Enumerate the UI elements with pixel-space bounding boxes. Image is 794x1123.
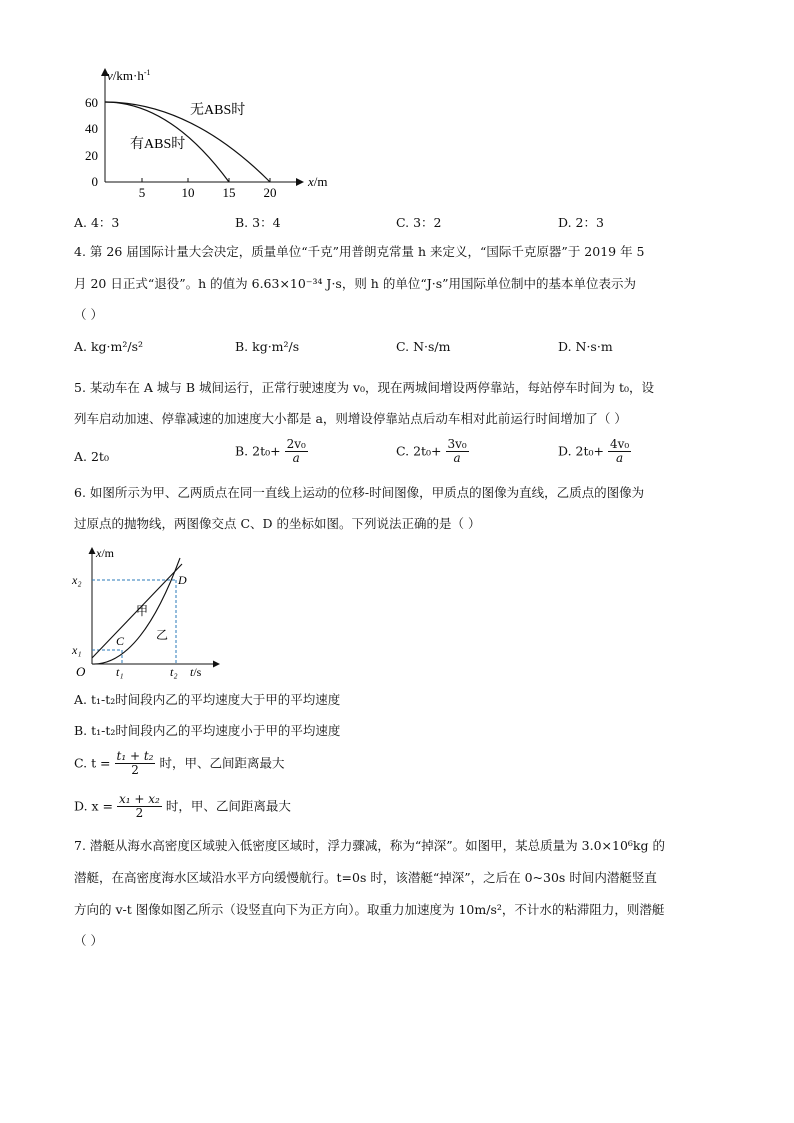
q5-c-denominator: a (453, 451, 461, 466)
point-c-label: C (116, 634, 125, 648)
point-d-label: D (178, 573, 187, 587)
q5-b-numerator: 2v₀ (286, 437, 306, 451)
q6-text-line2: 过原点的抛物线，两图像交点 C、D 的坐标如图。下列说法正确的是（ ） (74, 516, 481, 531)
velocity-distance-graph (70, 62, 350, 202)
svg-text:x/m: x/m (96, 546, 114, 560)
xt-origin: O (76, 664, 86, 679)
q7-text-line4: （ ） (74, 933, 103, 948)
x-tick-10: 10 (181, 185, 195, 200)
xt-x2-label: x₂ (72, 573, 82, 587)
label-abs: 有ABS时 (130, 137, 186, 152)
q5-text-line1: 5. 某动车在 A 城与 B 城间运行，正常行驶速度为 v₀，现在两城间增设两停靠站，每站停车时间为 t₀，设 (74, 380, 655, 395)
q6-option-c: C. t = $\frac{\text{t₁ + t₂}}{2}$ 时，甲、乙间距离最大 (74, 749, 285, 778)
q3-option-a: A. 4：3 (74, 215, 120, 230)
y-tick-0: 0 (91, 174, 98, 189)
q5-d-denominator: a (616, 451, 624, 466)
q3-option-d: D. 2：3 (558, 215, 604, 230)
xt-xlabel: t/s (190, 665, 202, 679)
q5-text-line2: 列车启动加速、停靠减速的加速度大小都是 a，则增设停靠站点后动车相对此前运行时间增加了（ ） (74, 411, 627, 426)
q7-text-line3: 方向的 v-t 图像如图乙所示（设竖直向下为正方向）。取重力加速度为 10m/s²，不计水的粘滞阻力，则潜艇 (74, 902, 665, 917)
q6-d-denominator: 2 (135, 806, 144, 821)
q4-text-line1: 4. 第 26 届国际计量大会决定，质量单位“千克”用普朗克常量 h 来定义，“国际千克原器”于 2019 年 5 (74, 244, 645, 259)
q6-text-line1: 6. 如图所示为甲、乙两质点在同一直线上运动的位移-时间图像，甲质点的图像为直线，乙质点的图像为 (74, 485, 645, 500)
x-tick-20: 20 (263, 185, 277, 200)
q4-option-c: C. N·s/m (396, 339, 451, 354)
q3-option-c: C. 3：2 (396, 215, 442, 230)
y-tick-40: 40 (85, 121, 98, 136)
q5-option-d: D. 2t₀+ $\frac{\text{4v₀}}{a}$ (558, 437, 630, 466)
q6-option-d: D. x = $\frac{\text{x₁ + x₂}}{2}$ 时，甲、乙间距离最大 (74, 792, 291, 821)
q6-c-numerator: t₁ + t₂ (116, 749, 154, 763)
q3-option-b: B. 3：4 (235, 215, 281, 230)
x-tick-15: 15 (222, 185, 236, 200)
q6-option-a: A. t₁-t₂时间段内乙的平均速度大于甲的平均速度 (74, 692, 341, 707)
y-tick-60: 60 (85, 95, 98, 110)
jia-label: 甲 (136, 604, 149, 618)
xt-x1-label: x₁ (72, 643, 82, 657)
q4-option-d: D. N·s·m (558, 339, 613, 354)
q5-c-numerator: 3v₀ (447, 437, 467, 451)
q5-option-c: C. 2t₀+ $\frac{\text{3v₀}}{a}$ (396, 437, 467, 466)
q4-text-line3: （ ） (74, 307, 103, 322)
xt-t1-label: t₁ (116, 665, 124, 679)
q5-b-denominator: a (292, 451, 300, 466)
q7-text-line2: 潜艇，在高密度海水区域沿水平方向缓慢航行。t=0s 时，该潜艇“掉深”，之后在 0~30s 时间内潜艇竖直 (74, 870, 657, 885)
q6-d-numerator: x₁ + x₂ (119, 792, 160, 806)
yi-label: 乙 (156, 628, 169, 642)
xt-t2-label: t₂ (170, 665, 178, 679)
y-tick-20: 20 (85, 148, 98, 163)
x-tick-5: 5 (138, 185, 146, 200)
q4-option-a: A. kg·m²/s² (74, 339, 144, 354)
q4-option-b: B. kg·m²/s (235, 339, 300, 354)
q4-text-line2: 月 20 日正式“退役”。h 的值为 6.63×10⁻³⁴ J·s，则 h 的单位“J·s”用国际单位制中的基本单位表示为 (74, 276, 637, 291)
position-time-graph (70, 544, 240, 680)
q6-option-b: B. t₁-t₂时间段内乙的平均速度小于甲的平均速度 (74, 723, 341, 738)
q5-d-numerator: 4v₀ (609, 437, 630, 451)
q5-option-b: B. 2t₀+ $\frac{\text{2v₀}}{a}$ (235, 437, 306, 466)
y-axis-label: $v/km\cdot h^{-1}$ (107, 68, 151, 83)
label-no-abs: 无ABS时 (190, 103, 246, 118)
q6-c-denominator: 2 (131, 763, 139, 778)
q5-option-a: A. 2t₀ (74, 449, 109, 464)
q7-text-line1: 7. 潜艇从海水高密度区域驶入低密度区域时，浮力骤减，称为“掉深”。如图甲，某总质量为 3.0×10⁶kg 的 (74, 838, 665, 853)
x-axis-label: x/m (308, 174, 328, 189)
